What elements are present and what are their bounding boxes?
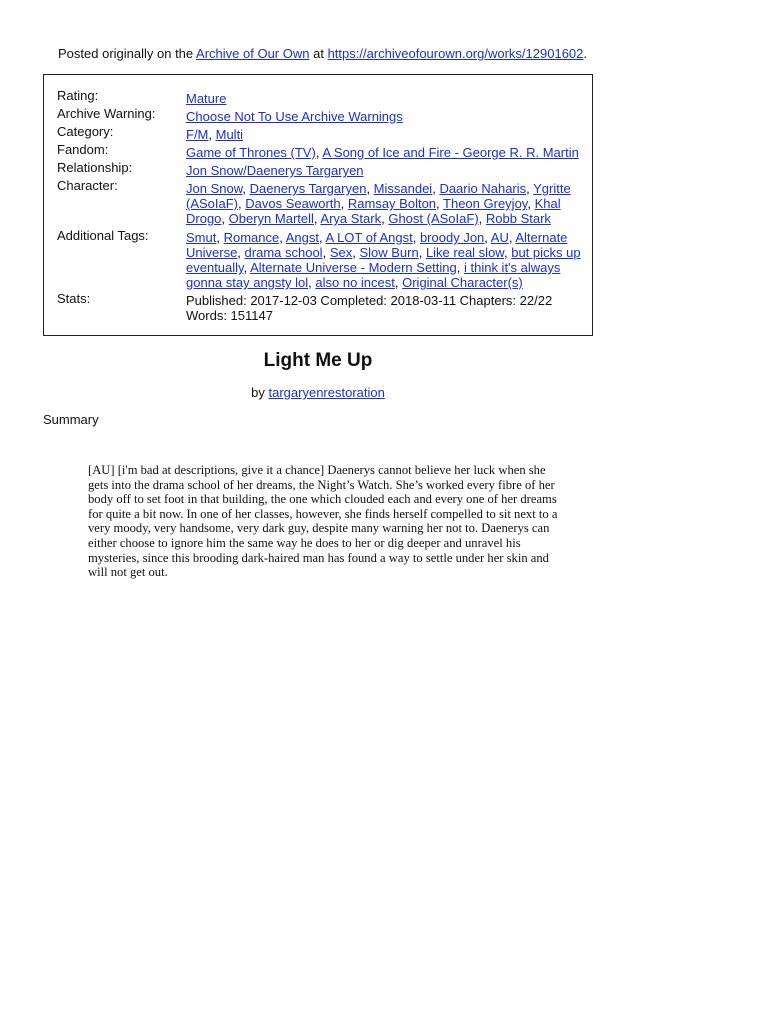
tag-link[interactable]: Davos Seaworth xyxy=(245,196,341,211)
work-title: Light Me Up xyxy=(263,350,373,371)
tag-link[interactable]: F/M xyxy=(186,127,209,142)
tag-link[interactable]: Angst xyxy=(285,230,319,245)
tag-separator: , xyxy=(484,230,491,245)
tag-link[interactable]: Multi xyxy=(215,127,244,142)
tag-separator: , xyxy=(238,196,246,211)
tag-separator: , xyxy=(456,260,464,275)
archive-warning-tags xyxy=(186,109,586,124)
stats-text: Published: 2017-12-03 Completed: 2018-03-11 Chapters: 22/22 Words: 151147 xyxy=(186,293,553,323)
tag-link[interactable]: Missandei xyxy=(373,181,433,196)
by-prefix: by xyxy=(251,385,269,400)
tag-link[interactable]: i think it's always gonna stay angsty lol xyxy=(186,260,561,290)
tag-separator: , xyxy=(221,211,229,226)
tag-link[interactable]: Romance xyxy=(223,230,280,245)
tag-separator: , xyxy=(418,245,426,260)
posted-middle: at xyxy=(309,46,328,61)
tag-link[interactable]: Jon Snow/Daenerys Targaryen xyxy=(186,163,364,178)
rating-label: Rating: xyxy=(57,88,99,103)
tag-separator: , xyxy=(315,145,323,160)
fandom-tags xyxy=(186,145,586,160)
tag-separator: , xyxy=(208,127,216,142)
tag-link[interactable]: Ygritte (ASoIaF) xyxy=(186,181,571,211)
work-metadata-box xyxy=(43,74,593,336)
tag-link[interactable]: Choose Not To Use Archive Warnings xyxy=(186,109,403,124)
tag-separator: , xyxy=(308,275,316,290)
tag-link[interactable]: Khal Drogo xyxy=(186,196,561,226)
work-url-link[interactable]: https://archiveofourown.org/works/12901602 xyxy=(327,46,584,61)
byline xyxy=(0,385,636,401)
tag-separator: , xyxy=(412,230,420,245)
tag-link[interactable]: Ghost (ASoIaF) xyxy=(388,211,479,226)
tag-link[interactable]: Robb Stark xyxy=(485,211,551,226)
tag-separator: , xyxy=(436,196,444,211)
archive-warning-label: Archive Warning: xyxy=(57,106,156,121)
tag-separator: , xyxy=(508,230,516,245)
character-label: Character: xyxy=(57,178,118,193)
tag-separator: , xyxy=(432,181,440,196)
tag-separator: , xyxy=(503,245,512,260)
fandom-label: Fandom: xyxy=(57,142,109,157)
tag-link[interactable]: also no incest xyxy=(315,275,395,290)
tag-link[interactable]: Daario Naharis xyxy=(439,181,527,196)
additional-tags-label: Additional Tags: xyxy=(57,228,149,243)
tag-link[interactable]: Jon Snow xyxy=(186,181,243,196)
tag-link[interactable]: Ramsay Bolton xyxy=(347,196,437,211)
tag-separator: , xyxy=(340,196,348,211)
tag-separator: , xyxy=(366,181,374,196)
relationship-label: Relationship: xyxy=(57,160,133,175)
tag-separator: , xyxy=(394,275,403,290)
tag-link[interactable]: Theon Greyjoy xyxy=(443,196,528,211)
archive-link[interactable]: Archive of Our Own xyxy=(196,46,310,61)
tag-separator: , xyxy=(216,230,224,245)
posted-prefix: Posted originally on the xyxy=(58,46,197,61)
tag-separator: , xyxy=(318,230,326,245)
tag-link[interactable]: Game of Thrones (TV) xyxy=(186,145,316,160)
tag-link[interactable]: A Song of Ice and Fire - George R. R. Martin xyxy=(322,145,579,160)
tag-link[interactable]: Smut xyxy=(186,230,217,245)
category-tags xyxy=(186,127,586,142)
tag-separator: , xyxy=(313,211,321,226)
tag-link[interactable]: Alternate Universe xyxy=(186,230,568,260)
author-link[interactable]: targaryenrestoration xyxy=(268,385,385,400)
summary-text: [AU] [i'm bad at descriptions, give it a chance] Daenerys cannot believe her luck when she gets into the drama school of her dreams, the Night’s Watch. She’s worked every fibre of her body off to set foot in that building, the one which clouded each and every one of her dreams for quite a bit now. In one of her classes, however, she finds herself compelled to sit next to a very moody, very handsome, very dark guy, despite many warning her not to. Daenerys can either choose to ignore him the same way he does to her or dig deeper and unravel his mysteries, since this brooding dark-haired man has found a way to settle under her skin and will not get out. xyxy=(88,463,558,580)
tag-link[interactable]: AU xyxy=(490,230,509,245)
tag-link[interactable]: Mature xyxy=(186,91,227,106)
relationship-tags xyxy=(186,163,586,178)
character-tags xyxy=(186,181,586,226)
tag-link[interactable]: Like real slow xyxy=(425,245,504,260)
additional-tags-list xyxy=(186,230,586,290)
tag-link[interactable]: A LOT of Angst xyxy=(325,230,413,245)
tag-separator: , xyxy=(527,196,535,211)
tag-separator: , xyxy=(352,245,360,260)
tag-separator: , xyxy=(526,181,534,196)
tag-separator: , xyxy=(237,245,245,260)
tag-separator: , xyxy=(381,211,389,226)
tag-link[interactable]: Arya Stark xyxy=(320,211,382,226)
tag-link[interactable]: Original Character(s) xyxy=(402,275,523,290)
tag-separator: , xyxy=(242,181,250,196)
tag-separator: , xyxy=(322,245,330,260)
tag-link[interactable]: Daenerys Targaryen xyxy=(249,181,367,196)
tag-separator: , xyxy=(478,211,486,226)
tag-separator: , xyxy=(243,260,251,275)
category-label: Category: xyxy=(57,124,114,139)
rating-tags xyxy=(186,91,586,106)
tag-link[interactable]: drama school xyxy=(244,245,323,260)
tag-link[interactable]: Sex xyxy=(329,245,353,260)
posted-suffix: . xyxy=(583,46,588,61)
posted-originally-line xyxy=(58,45,587,62)
stats-label: Stats: xyxy=(57,291,91,306)
tag-link[interactable]: Alternate Universe - Modern Setting xyxy=(250,260,457,275)
summary-heading: Summary xyxy=(43,412,99,427)
tag-separator: , xyxy=(279,230,286,245)
tag-link[interactable]: Slow Burn xyxy=(359,245,419,260)
tag-link[interactable]: broody Jon xyxy=(419,230,485,245)
tag-link[interactable]: but picks up eventually xyxy=(186,245,581,275)
tag-link[interactable]: Oberyn Martell xyxy=(228,211,314,226)
